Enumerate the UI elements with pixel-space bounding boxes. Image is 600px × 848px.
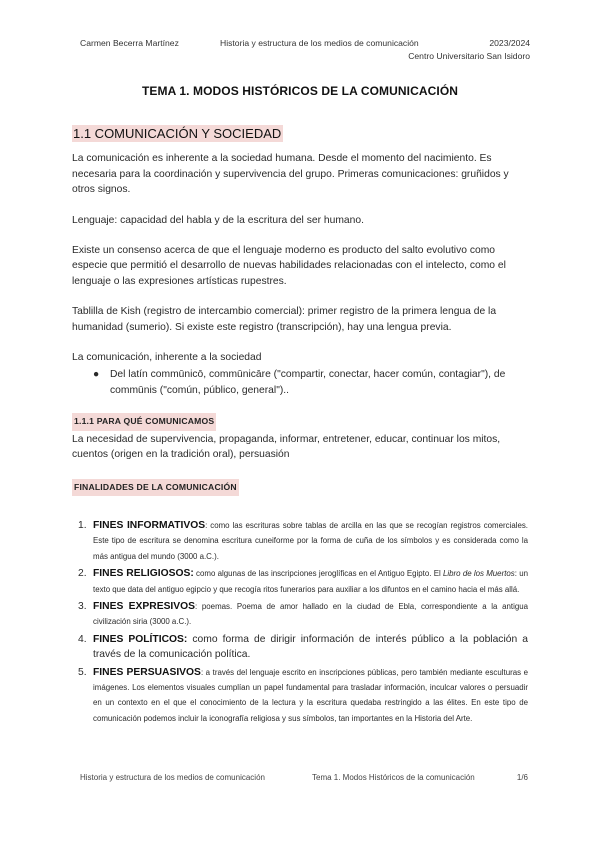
page-footer bbox=[80, 773, 528, 782]
finalidades-list bbox=[72, 518, 528, 726]
list-item bbox=[72, 518, 528, 564]
item-description: : como las escrituras sobre tablas de arcilla en las que se recogían registros comerciales. Este tipo de escritura se denomina escritura cuneiforme por la forma de cuña de los símbolos y es considerada como la más antigua del mundo (3000 a.C.). bbox=[93, 520, 528, 561]
bullet-list bbox=[72, 367, 528, 398]
item-description: como forma de dirigir información de interés público a la población a través de la comunicación política. bbox=[93, 633, 528, 661]
item-description: : poemas. Poema de amor hallado en la ciudad de Ebla, correspondiente a la antigua civilización siria (3000 a.C.). bbox=[93, 601, 528, 627]
footer-topic: Tema 1. Modos Históricos de la comunicación bbox=[312, 773, 475, 782]
finalidades-heading: FINALIDADES DE LA COMUNICACIÓN bbox=[72, 479, 239, 496]
item-label: FINES RELIGIOSOS: bbox=[93, 568, 194, 580]
list-item bbox=[72, 665, 528, 727]
item-description: como algunas de las inscripciones jeroglíficas en el Antiguo Egipto. El bbox=[193, 569, 443, 579]
paragraph-1: La comunicación es inherente a la sociedad humana. Desde el momento del nacimiento. Es necesaria para la coordinación y supervivencia del grupo. Primeras comunicaciones: gruñidos y otros signos. bbox=[72, 153, 509, 196]
list-item bbox=[72, 599, 528, 630]
paragraph-4: Tablilla de Kish (registro de intercambio comercial): primer registro de la primera lengua de la humanidad (sumerio). Si existe este registro (transcripción), hay una lengua previa. bbox=[72, 306, 497, 333]
bullet-icon: ● bbox=[93, 369, 100, 381]
item-label: FINES PERSUASIVOS bbox=[93, 666, 201, 678]
subsection-heading: 1.1.1 PARA QUÉ COMUNICAMOS bbox=[72, 413, 216, 430]
item-label: FINES POLÍTICOS: bbox=[93, 633, 188, 645]
item-label: FINES INFORMATIVOS bbox=[93, 519, 206, 531]
item-description-italic: Libro de los Muertos bbox=[443, 569, 515, 579]
item-number: 3. bbox=[78, 600, 87, 612]
section-heading: 1.1 COMUNICACIÓN Y SOCIEDAD bbox=[73, 126, 282, 141]
item-number: 2. bbox=[78, 568, 87, 580]
item-number: 5. bbox=[78, 666, 87, 678]
list-item bbox=[72, 566, 528, 597]
page-title: TEMA 1. MODOS HISTÓRICOS DE LA COMUNICACIÓN bbox=[141, 84, 459, 98]
subsection-text: La necesidad de supervivencia, propaganda, informar, entretener, educar, continuar los mitos, cuentos (origen en la tradición oral), persuasión bbox=[72, 433, 501, 461]
footer-subject: Historia y estructura de los medios de comunicación bbox=[80, 773, 265, 782]
item-description: : a través del lenguaje escrito en inscripciones públicas, pero también mediante esculturas e imágenes. Los elementos visuales cumplían un papel fundamental para trasladar información, inculcar valores o persuadir en un contexto en el que el conocimiento de la lectura y la escritura quedaba restringido a las élites. En este tipo de comunicación podemos incluir la iconografía religiosa y sus símbolos, tan importantes en la Historia del Arte. bbox=[93, 667, 528, 723]
item-description-end: : un texto que data del antiguo egipcio y que recogía ritos funerarios para auxiliar a los difuntos en el camino hacia el más allá. bbox=[93, 569, 528, 594]
paragraph-2: Lenguaje: capacidad del habla y de la escritura del ser humano. bbox=[72, 214, 364, 226]
item-number: 4. bbox=[78, 633, 87, 645]
bullet-text: Del latín commūnicō, commūnicāre ("compartir, conectar, hacer común, contagiar"), de commūnis ("común, público, general").. bbox=[110, 369, 506, 396]
header-author: Carmen Becerra Martínez bbox=[80, 38, 179, 48]
paragraph-5: La comunicación, inherente a la sociedad bbox=[72, 352, 262, 364]
header-center: Centro Universitario San Isidoro bbox=[408, 51, 530, 61]
page-number: 1/6 bbox=[516, 773, 528, 782]
main-content bbox=[72, 125, 528, 728]
item-label: FINES EXPRESIVOS bbox=[93, 600, 196, 612]
page-header bbox=[80, 38, 530, 61]
list-item bbox=[94, 367, 528, 398]
header-year: 2023/2024 bbox=[489, 38, 530, 48]
paragraph-3: Existe un consenso acerca de que el lenguaje moderno es producto del salto evolutivo como especie que permitió el desarrollo de nuevas habilidades relacionadas con el intelecto, como el lenguaje o las expresiones artísticas rupestres. bbox=[72, 245, 506, 287]
item-number: 1. bbox=[78, 519, 87, 531]
list-item bbox=[72, 632, 528, 663]
header-subject: Historia y estructura de los medios de comunicación bbox=[220, 38, 419, 48]
